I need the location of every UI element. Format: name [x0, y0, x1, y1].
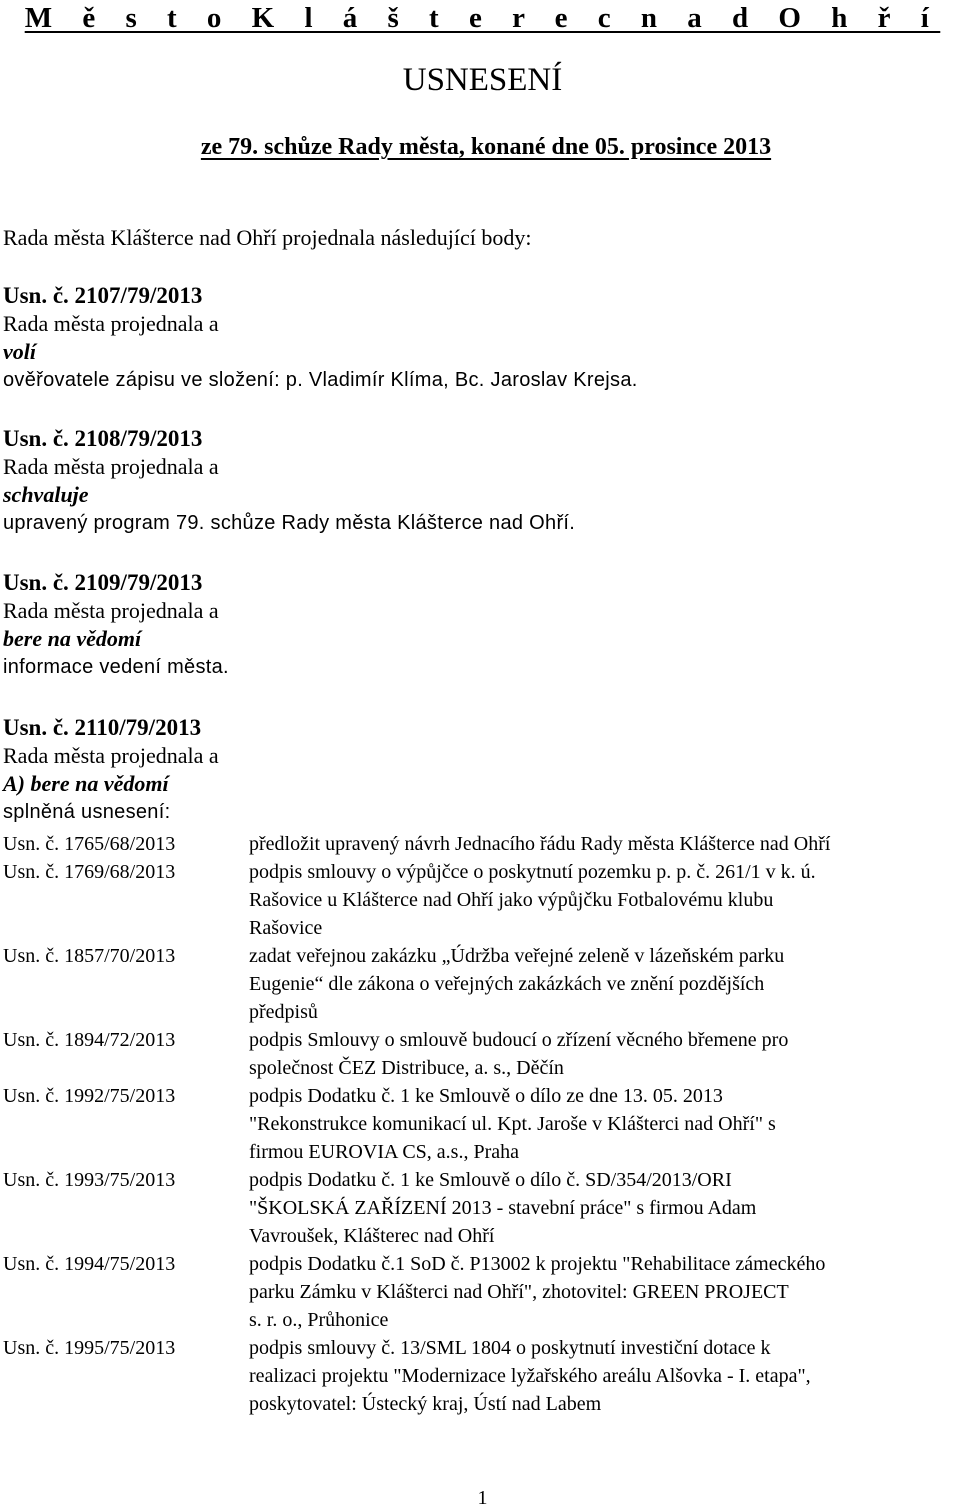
resolution-number: Usn. č. 2109/79/2013	[3, 570, 203, 595]
document-title: USNESENÍ	[402, 62, 563, 98]
completed-resolution-line: realizaci projektu "Modernizace lyžařského areálu Alšovka - I. etapa",	[249, 1365, 811, 1387]
page-number: 1	[477, 1487, 488, 1509]
resolution-verb: bere na vědomí	[3, 626, 142, 651]
completed-resolution-line: podpis Dodatku č.1 SoD č. P13002 k projektu "Rehabilitace zámeckého	[249, 1253, 826, 1275]
completed-resolution-line: "ŠKOLSKÁ ZAŘÍZENÍ 2013 - stavební práce" s firmou Adam	[249, 1197, 757, 1219]
completed-resolution-number: Usn. č. 1995/75/2013	[3, 1337, 176, 1359]
completed-resolution-line: podpis Dodatku č. 1 ke Smlouvě o dílo č. SD/354/2013/ORI	[249, 1169, 732, 1191]
completed-resolution-line: poskytovatel: Ústecký kraj, Ústí nad Labem	[249, 1393, 602, 1415]
resolution-number: Usn. č. 2110/79/2013	[3, 715, 202, 740]
completed-resolution-item	[3, 830, 960, 858]
resolution-lead: Rada města projednala a	[3, 743, 219, 768]
intro-text: Rada města Klášterce nad Ohří projednala následující body:	[3, 225, 532, 250]
completed-resolution-line: zadat veřejnou zakázku „Údržba veřejné zeleně v lázeňském parku	[249, 945, 785, 967]
resolution-number: Usn. č. 2107/79/2013	[3, 283, 203, 308]
resolution-text: splněná usnesení:	[3, 801, 171, 823]
resolution-text: ověřovatele zápisu ve složení: p. Vladimír Klíma, Bc. Jaroslav Krejsa.	[3, 369, 638, 391]
completed-resolution-line: Eugenie“ dle zákona o veřejných zakázkách ve znění pozdějších	[249, 973, 765, 995]
completed-resolutions-list	[3, 830, 960, 1418]
completed-resolution-number: Usn. č. 1993/75/2013	[3, 1169, 176, 1191]
completed-resolution-item	[3, 1082, 960, 1166]
town-title: M ě s t o K l á š t e r e c n a d O h ř í	[24, 2, 941, 34]
resolution-number: Usn. č. 2108/79/2013	[3, 426, 203, 451]
completed-resolution-text	[249, 1250, 960, 1334]
completed-resolution-line: předložit upravený návrh Jednacího řádu Rady města Klášterce nad Ohří	[249, 833, 831, 855]
completed-resolution-item	[3, 858, 960, 942]
completed-resolution-line: parku Zámku v Klášterci nad Ohří", zhotovitel: GREEN PROJECT	[249, 1281, 789, 1303]
resolution-block	[3, 714, 953, 826]
completed-resolution-text	[249, 942, 960, 1026]
completed-resolution-line: Rašovice	[249, 917, 323, 939]
completed-resolution-item	[3, 1334, 960, 1418]
completed-resolution-number: Usn. č. 1994/75/2013	[3, 1253, 176, 1275]
completed-resolution-line: Rašovice u Klášterce nad Ohří jako výpůjčku Fotbalovému klubu	[249, 889, 774, 911]
completed-resolution-number: Usn. č. 1857/70/2013	[3, 945, 176, 967]
completed-resolution-number: Usn. č. 1992/75/2013	[3, 1085, 176, 1107]
completed-resolution-text	[249, 1166, 960, 1250]
resolution-text: informace vedení města.	[3, 656, 229, 678]
completed-resolution-line: podpis smlouvy č. 13/SML 1804 o poskytnutí investiční dotace k	[249, 1337, 771, 1359]
completed-resolution-item	[3, 1166, 960, 1250]
completed-resolution-number: Usn. č. 1894/72/2013	[3, 1029, 176, 1051]
resolution-lead: Rada města projednala a	[3, 311, 219, 336]
completed-resolution-text	[249, 1334, 960, 1418]
resolution-block	[3, 425, 953, 537]
completed-resolution-text	[249, 1026, 960, 1082]
completed-resolution-line: podpis smlouvy o výpůjčce o poskytnutí pozemku p. p. č. 261/1 v k. ú.	[249, 861, 816, 883]
resolution-verb: volí	[3, 339, 36, 364]
completed-resolution-item	[3, 942, 960, 1026]
resolution-block	[3, 569, 953, 681]
completed-resolution-line: firmou EUROVIA CS, a.s., Praha	[249, 1141, 519, 1163]
completed-resolution-text	[249, 1082, 960, 1166]
completed-resolution-number: Usn. č. 1769/68/2013	[3, 861, 176, 883]
resolution-block	[3, 282, 953, 394]
completed-resolution-line: podpis Smlouvy o smlouvě budoucí o zřízení věcného břemene pro	[249, 1029, 789, 1051]
completed-resolution-text	[249, 858, 960, 942]
completed-resolution-line: předpisů	[249, 1001, 318, 1023]
completed-resolution-line: společnost ČEZ Distribuce, a. s., Děčín	[249, 1057, 564, 1079]
completed-resolution-line: podpis Dodatku č. 1 ke Smlouvě o dílo ze dne 13. 05. 2013	[249, 1085, 723, 1107]
meeting-subtitle: ze 79. schůze Rady města, konané dne 05. prosince 2013	[200, 134, 772, 160]
completed-resolution-item	[3, 1026, 960, 1082]
resolution-verb: schvaluje	[3, 482, 89, 507]
completed-resolution-item	[3, 1250, 960, 1334]
completed-resolution-line: s. r. o., Průhonice	[249, 1309, 389, 1331]
resolution-text: upravený program 79. schůze Rady města Klášterce nad Ohří.	[3, 512, 576, 534]
resolution-lead: Rada města projednala a	[3, 454, 219, 479]
resolution-lead: Rada města projednala a	[3, 598, 219, 623]
completed-resolution-number: Usn. č. 1765/68/2013	[3, 833, 176, 855]
resolution-verb: A) bere na vědomí	[3, 771, 169, 796]
completed-resolution-line: Vavroušek, Klášterec nad Ohří	[249, 1225, 495, 1247]
completed-resolution-line: "Rekonstrukce komunikací ul. Kpt. Jaroše v Klášterci nad Ohří" s	[249, 1113, 776, 1135]
completed-resolution-text	[249, 830, 960, 858]
